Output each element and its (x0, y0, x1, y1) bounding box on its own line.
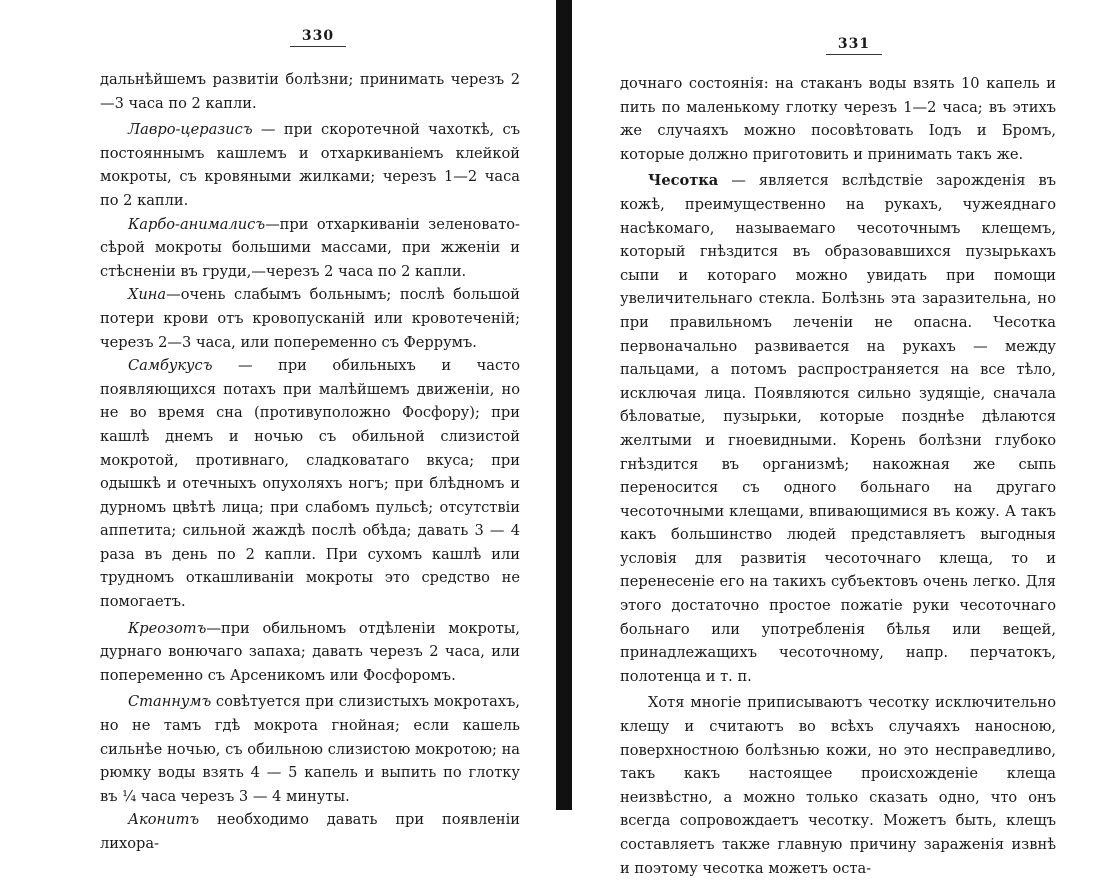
paragraph-text: необходимо давать при появленіи лихора- (100, 811, 520, 852)
paragraph-text: Хотя многіе приписываютъ чесотку исключительно клещу и считаютъ во всѣхъ случаяхъ наносною, поверхностною болѣзнью кожи, но это несправедливо, такъ какъ настоящее происхожденіе клеща неизвѣстно, а можно только сказать одно, что онъ всегда сопровождаетъ чесотку. Можетъ быть, клещъ составляетъ также главную причину зараженія извнѣ и поэтому чесотка можетъ оста- (620, 694, 1056, 877)
paragraph (620, 72, 1056, 166)
book-spine (556, 0, 572, 810)
paragraph (100, 354, 520, 614)
paragraph-text: —при отхаркиваніи зеленовато-сѣрой мокроты большими массами, при жженіи и стѣсненіи въ груди,—черезъ 2 часа по 2 капли. (100, 215, 520, 280)
page-number-right: 331 (814, 36, 894, 55)
remedy-name: Лавро-церазисъ (128, 121, 253, 139)
remedy-name: Аконитъ (128, 811, 200, 829)
paragraph-text: —при обильномъ отдѣленіи мокроты, дурнаго вонючаго запаха; давать черезъ 2 часа, или попеременно съ Арсеникомъ или Фосфоромъ. (100, 619, 520, 684)
remedy-name: Хина (128, 286, 167, 304)
paragraph (100, 283, 520, 354)
paragraph-text: — при скоротечной чахоткѣ, съ постояннымъ кашлемъ и отхаркиваніемъ клейкой мокроты, съ кровяными жилками; черезъ 1—2 часа по 2 капли. (100, 121, 520, 209)
paragraph-text: дальнѣйшемъ развитіи болѣзни; принимать черезъ 2—3 часа по 2 капли. (100, 71, 520, 112)
paragraph (620, 691, 1056, 880)
paragraph-text: — при обильныхъ и часто появляющихся потахъ при малѣйшемъ движеніи, но не во время сна (противуположно Фосфору); при кашлѣ днемъ и ночью съ обильной слизистой мокротой, противнаго, сладковатаго вкуса; при одышкѣ и отечныхъ опухоляхъ ногъ; при блѣдномъ и дурномъ цвѣтѣ лица; при слабомъ пульсѣ; отсутствіи аппетита; сильной жаждѣ послѣ обѣда; давать 3 — 4 раза въ день по 2 капли. При сухомъ кашлѣ или трудномъ откашливаніи мокроты это средство не помогаетъ. (100, 357, 520, 611)
paragraph (100, 118, 520, 212)
paragraph-text: совѣтуется при слизистыхъ мокротахъ, но не тамъ гдѣ мокрота гнойная; если кашель сильнѣе ночью, съ обильною слизистою мокротою; на рюмку воды взять 4 — 5 капель и выпить по глотку въ ¼ часа черезъ 3 — 4 минуты. (100, 693, 520, 805)
left-page-text (100, 68, 520, 856)
paragraph (100, 617, 520, 688)
paragraph-text: — является вслѣдствіе зарожденія въ кожѣ, преимущественно на рукахъ, чужеяднаго насѣкомаго, называемаго чесоточнымъ клещемъ, который гнѣздится въ образовавшихся пузырькахъ сыпи и котораго можно увидать при помощи увеличительнаго стекла. Болѣзнь эта заразительна, но при правильномъ леченіи не опасна. Чесотка первоначально развивается на рукахъ — между пальцами, а потомъ распространяется на все тѣло, исключая лица. Появляются сильно зудящіе, сначала бѣловатые, пузырьки, которые позднѣе дѣлаются желтыми и гноевидными. Корень болѣзни глубоко гнѣздится въ организмѣ; накожная же сыпь переносится съ одного больнаго на другаго чесоточными клещами, впивающимися въ кожу. А такъ какъ большинство людей представляетъ выгодныя условія для развитія чесоточнаго клеща, то и перенесеніе его на такихъ субъектовъ очень легко. Для этого достаточно простое пожатіе руки чесоточнаго больнаго или употребленія бѣлья или вещей, принадлежащихъ чесоточному, напр. перчатокъ, полотенца и т. п. (620, 172, 1056, 685)
paragraph (100, 213, 520, 284)
paragraph (100, 690, 520, 808)
paragraph-text: дочнаго состоянія: на стаканъ воды взять 10 капель и пить по маленькому глотку черезъ 1—2 часа; въ этихъ же случаяхъ можно посовѣтовать Іодъ и Бромъ, которые должно приготовить и принимать такъ же. (620, 75, 1056, 163)
paragraph (620, 169, 1056, 688)
paragraph-text: —очень слабымъ больнымъ; послѣ большой потери крови отъ кровопусканій или кровотеченій; черезъ 2—3 часа, или попеременно съ Феррумъ. (100, 286, 520, 351)
remedy-name: Станнумъ (128, 693, 212, 711)
right-page-text (620, 72, 1056, 880)
paragraph (100, 68, 520, 115)
left-page (0, 0, 556, 852)
section-heading: Чесотка (648, 172, 719, 190)
paragraph (100, 808, 520, 855)
remedy-name: Креозотъ (128, 619, 207, 637)
remedy-name: Самбукусъ (128, 357, 213, 375)
right-page (572, 0, 1100, 877)
page-number-left: 330 (278, 28, 358, 47)
remedy-name: Карбо-анималисъ (128, 215, 266, 233)
